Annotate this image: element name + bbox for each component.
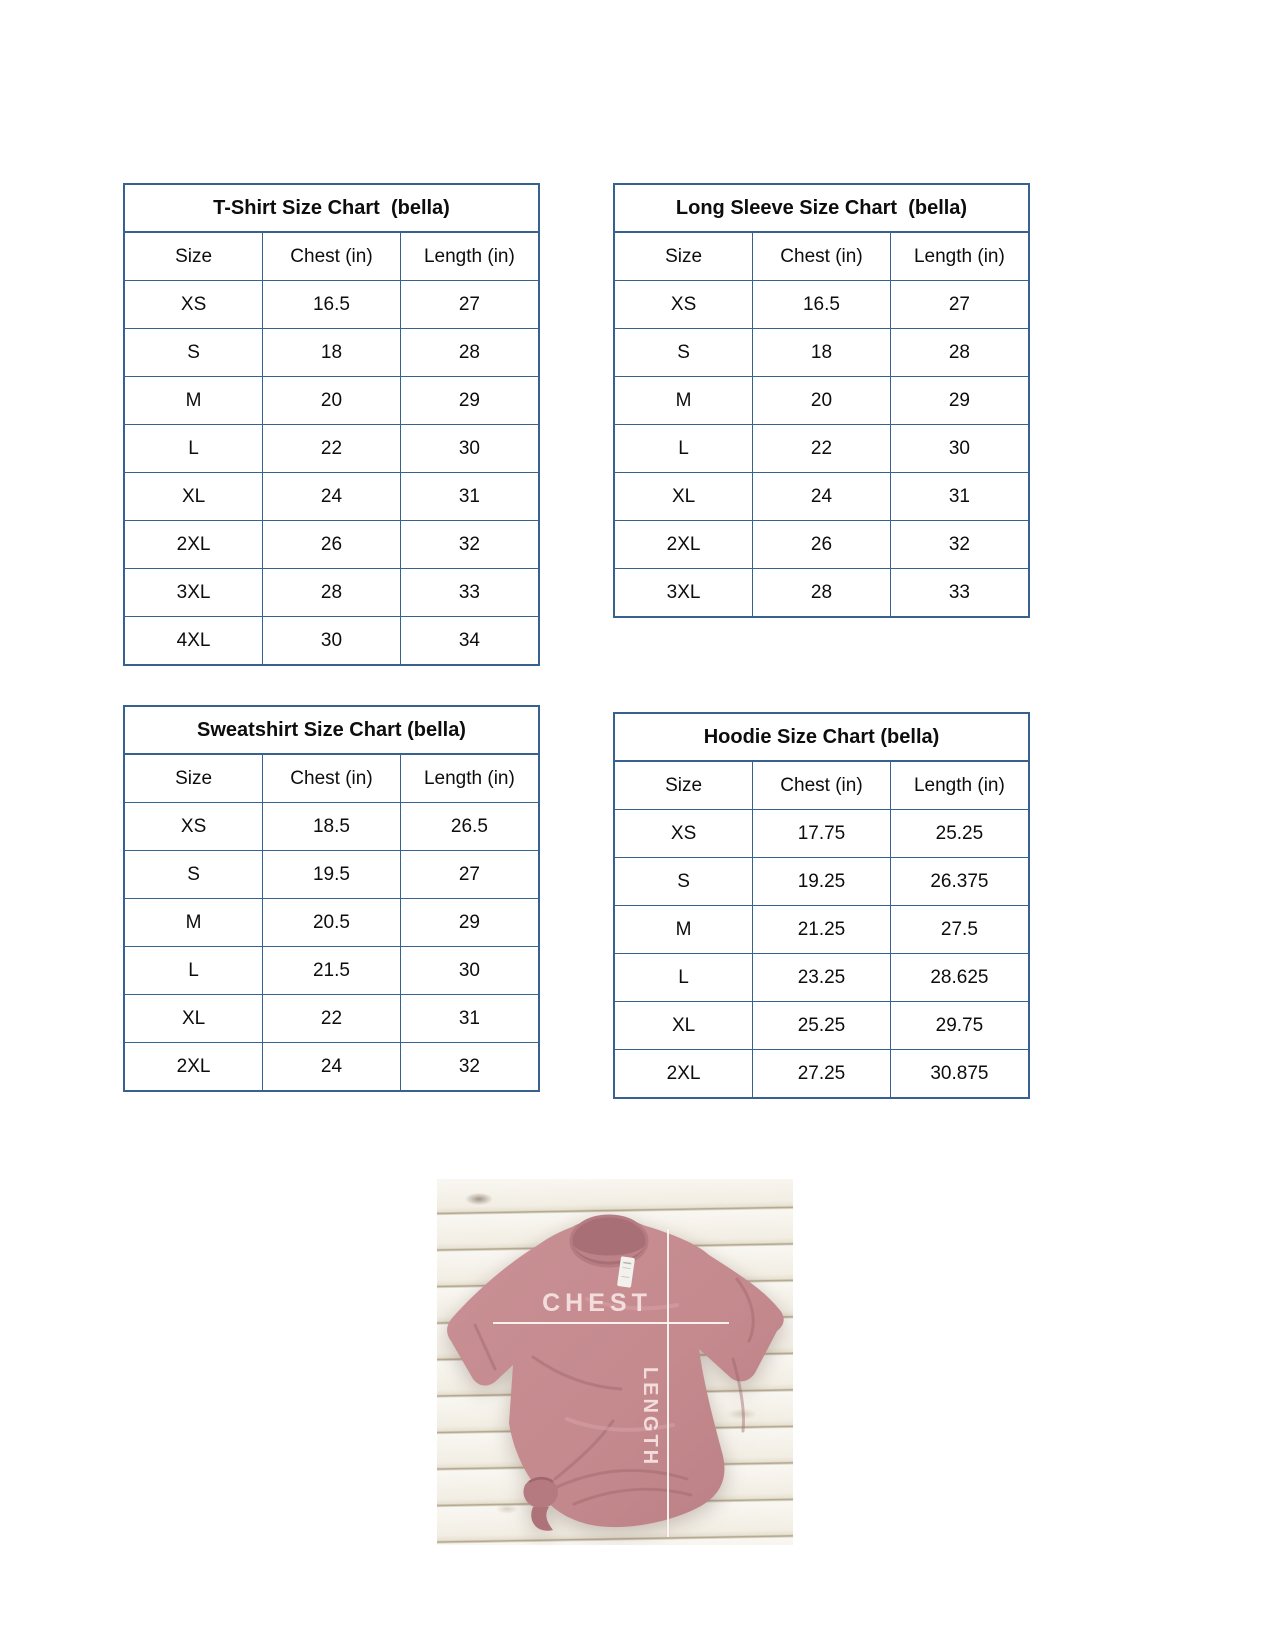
sweatshirt-cell: 29 bbox=[400, 899, 538, 947]
hoodie-row bbox=[615, 906, 1028, 954]
long-sleeve-row bbox=[615, 569, 1028, 617]
long-sleeve-cell: 2XL bbox=[615, 521, 753, 569]
tshirt-cell: 31 bbox=[400, 473, 538, 521]
long-sleeve-cell: 30 bbox=[890, 425, 1028, 473]
hoodie-cell: 2XL bbox=[615, 1050, 753, 1098]
sweatshirt-cell: M bbox=[125, 899, 263, 947]
long-sleeve-cell: L bbox=[615, 425, 753, 473]
sweatshirt-row bbox=[125, 1043, 538, 1091]
tshirt-header-row bbox=[125, 233, 538, 281]
sweatshirt-cell: 32 bbox=[400, 1043, 538, 1091]
hoodie-cell: XL bbox=[615, 1002, 753, 1050]
sweatshirt-row bbox=[125, 803, 538, 851]
tshirt-cell: M bbox=[125, 377, 263, 425]
tshirt-table-title: T-Shirt Size Chart (bella) bbox=[125, 185, 538, 233]
long-sleeve-header-row bbox=[615, 233, 1028, 281]
sweatshirt-cell: XL bbox=[125, 995, 263, 1043]
tshirt-cell: S bbox=[125, 329, 263, 377]
tshirt-row bbox=[125, 377, 538, 425]
long-sleeve-cell: 26 bbox=[753, 521, 891, 569]
hoodie-table-grid bbox=[615, 762, 1028, 1097]
sweatshirt-row bbox=[125, 947, 538, 995]
long-sleeve-cell: S bbox=[615, 329, 753, 377]
long-sleeve-cell: 31 bbox=[890, 473, 1028, 521]
tshirt-row bbox=[125, 569, 538, 617]
hoodie-cell: 30.875 bbox=[890, 1050, 1028, 1098]
long-sleeve-table-title: Long Sleeve Size Chart (bella) bbox=[615, 185, 1028, 233]
hoodie-header-cell: Length (in) bbox=[890, 762, 1028, 810]
hoodie-size-table bbox=[613, 712, 1030, 1099]
tshirt-cell: L bbox=[125, 425, 263, 473]
tshirt-cell: 16.5 bbox=[263, 281, 401, 329]
sweatshirt-header-cell: Length (in) bbox=[400, 755, 538, 803]
tshirt-cell: 29 bbox=[400, 377, 538, 425]
long-sleeve-cell: 27 bbox=[890, 281, 1028, 329]
tshirt-row bbox=[125, 425, 538, 473]
tshirt-cell: 20 bbox=[263, 377, 401, 425]
hoodie-header-cell: Size bbox=[615, 762, 753, 810]
sweatshirt-row bbox=[125, 899, 538, 947]
hoodie-header-cell: Chest (in) bbox=[753, 762, 891, 810]
hoodie-cell: 28.625 bbox=[890, 954, 1028, 1002]
hoodie-row bbox=[615, 954, 1028, 1002]
long-sleeve-row bbox=[615, 473, 1028, 521]
hoodie-table-title: Hoodie Size Chart (bella) bbox=[615, 714, 1028, 762]
tshirt-row bbox=[125, 281, 538, 329]
sweatshirt-table-grid bbox=[125, 755, 538, 1090]
hoodie-row bbox=[615, 1002, 1028, 1050]
sweatshirt-cell: 24 bbox=[263, 1043, 401, 1091]
sweatshirt-header-cell: Size bbox=[125, 755, 263, 803]
hoodie-cell: 29.75 bbox=[890, 1002, 1028, 1050]
long-sleeve-cell: 3XL bbox=[615, 569, 753, 617]
hoodie-cell: XS bbox=[615, 810, 753, 858]
long-sleeve-header-cell: Chest (in) bbox=[753, 233, 891, 281]
tshirt-cell: 32 bbox=[400, 521, 538, 569]
tshirt-cell: 24 bbox=[263, 473, 401, 521]
tshirt-cell: 28 bbox=[263, 569, 401, 617]
tshirt-cell: 3XL bbox=[125, 569, 263, 617]
long-sleeve-row bbox=[615, 329, 1028, 377]
sweatshirt-row bbox=[125, 995, 538, 1043]
long-sleeve-cell: 20 bbox=[753, 377, 891, 425]
tshirt-illustration bbox=[437, 1179, 793, 1545]
hoodie-row bbox=[615, 1050, 1028, 1098]
shirt-measurement-photo bbox=[437, 1179, 793, 1545]
hoodie-cell: M bbox=[615, 906, 753, 954]
length-label: LENGTH bbox=[639, 1366, 661, 1468]
long-sleeve-cell: 29 bbox=[890, 377, 1028, 425]
long-sleeve-cell: XS bbox=[615, 281, 753, 329]
tshirt-row bbox=[125, 329, 538, 377]
hoodie-cell: 23.25 bbox=[753, 954, 891, 1002]
chest-label: CHEST bbox=[542, 1289, 652, 1317]
tshirt-cell: 34 bbox=[400, 617, 538, 665]
sweatshirt-cell: 31 bbox=[400, 995, 538, 1043]
hoodie-cell: S bbox=[615, 858, 753, 906]
sweatshirt-cell: 30 bbox=[400, 947, 538, 995]
sweatshirt-cell: S bbox=[125, 851, 263, 899]
tshirt-table-grid bbox=[125, 233, 538, 664]
tshirt-row bbox=[125, 473, 538, 521]
tshirt-cell: 2XL bbox=[125, 521, 263, 569]
tshirt-cell: 27 bbox=[400, 281, 538, 329]
tshirt-cell: 28 bbox=[400, 329, 538, 377]
tshirt-header-cell: Length (in) bbox=[400, 233, 538, 281]
tshirt-header-cell: Chest (in) bbox=[263, 233, 401, 281]
tshirt-cell: 26 bbox=[263, 521, 401, 569]
hoodie-row bbox=[615, 858, 1028, 906]
sweatshirt-cell: 27 bbox=[400, 851, 538, 899]
sweatshirt-size-table bbox=[123, 705, 540, 1092]
tshirt-row bbox=[125, 521, 538, 569]
sweatshirt-table-title: Sweatshirt Size Chart (bella) bbox=[125, 707, 538, 755]
hoodie-cell: 19.25 bbox=[753, 858, 891, 906]
long-sleeve-table-grid bbox=[615, 233, 1028, 616]
tshirt-cell: XS bbox=[125, 281, 263, 329]
long-sleeve-header-cell: Size bbox=[615, 233, 753, 281]
tshirt-cell: 4XL bbox=[125, 617, 263, 665]
tshirt-cell: 18 bbox=[263, 329, 401, 377]
long-sleeve-cell: 32 bbox=[890, 521, 1028, 569]
sweatshirt-cell: 2XL bbox=[125, 1043, 263, 1091]
hoodie-cell: 25.25 bbox=[890, 810, 1028, 858]
long-sleeve-cell: XL bbox=[615, 473, 753, 521]
chest-measure-line bbox=[493, 1322, 729, 1324]
hoodie-cell: 21.25 bbox=[753, 906, 891, 954]
hoodie-cell: 27.25 bbox=[753, 1050, 891, 1098]
tshirt-header-cell: Size bbox=[125, 233, 263, 281]
tshirt-cell: 30 bbox=[263, 617, 401, 665]
hoodie-cell: 26.375 bbox=[890, 858, 1028, 906]
length-measure-line bbox=[667, 1229, 669, 1537]
sweatshirt-cell: L bbox=[125, 947, 263, 995]
long-sleeve-row bbox=[615, 281, 1028, 329]
sweatshirt-cell: 26.5 bbox=[400, 803, 538, 851]
hoodie-cell: 25.25 bbox=[753, 1002, 891, 1050]
long-sleeve-cell: 24 bbox=[753, 473, 891, 521]
hoodie-header-row bbox=[615, 762, 1028, 810]
tshirt-cell: 30 bbox=[400, 425, 538, 473]
long-sleeve-cell: 28 bbox=[890, 329, 1028, 377]
tshirt-cell: 22 bbox=[263, 425, 401, 473]
sweatshirt-cell: 22 bbox=[263, 995, 401, 1043]
long-sleeve-cell: M bbox=[615, 377, 753, 425]
sweatshirt-header-row bbox=[125, 755, 538, 803]
long-sleeve-row bbox=[615, 425, 1028, 473]
sweatshirt-header-cell: Chest (in) bbox=[263, 755, 401, 803]
sweatshirt-cell: 21.5 bbox=[263, 947, 401, 995]
hoodie-cell: 27.5 bbox=[890, 906, 1028, 954]
long-sleeve-cell: 33 bbox=[890, 569, 1028, 617]
long-sleeve-size-table bbox=[613, 183, 1030, 618]
hoodie-row bbox=[615, 810, 1028, 858]
sweatshirt-row bbox=[125, 851, 538, 899]
hoodie-cell: L bbox=[615, 954, 753, 1002]
hoodie-cell: 17.75 bbox=[753, 810, 891, 858]
sweatshirt-cell: 20.5 bbox=[263, 899, 401, 947]
long-sleeve-cell: 18 bbox=[753, 329, 891, 377]
sweatshirt-cell: XS bbox=[125, 803, 263, 851]
tshirt-size-table bbox=[123, 183, 540, 666]
long-sleeve-cell: 28 bbox=[753, 569, 891, 617]
tshirt-cell: 33 bbox=[400, 569, 538, 617]
long-sleeve-cell: 16.5 bbox=[753, 281, 891, 329]
long-sleeve-row bbox=[615, 377, 1028, 425]
tshirt-cell: XL bbox=[125, 473, 263, 521]
sweatshirt-cell: 19.5 bbox=[263, 851, 401, 899]
tshirt-row bbox=[125, 617, 538, 665]
long-sleeve-cell: 22 bbox=[753, 425, 891, 473]
sweatshirt-cell: 18.5 bbox=[263, 803, 401, 851]
long-sleeve-header-cell: Length (in) bbox=[890, 233, 1028, 281]
long-sleeve-row bbox=[615, 521, 1028, 569]
